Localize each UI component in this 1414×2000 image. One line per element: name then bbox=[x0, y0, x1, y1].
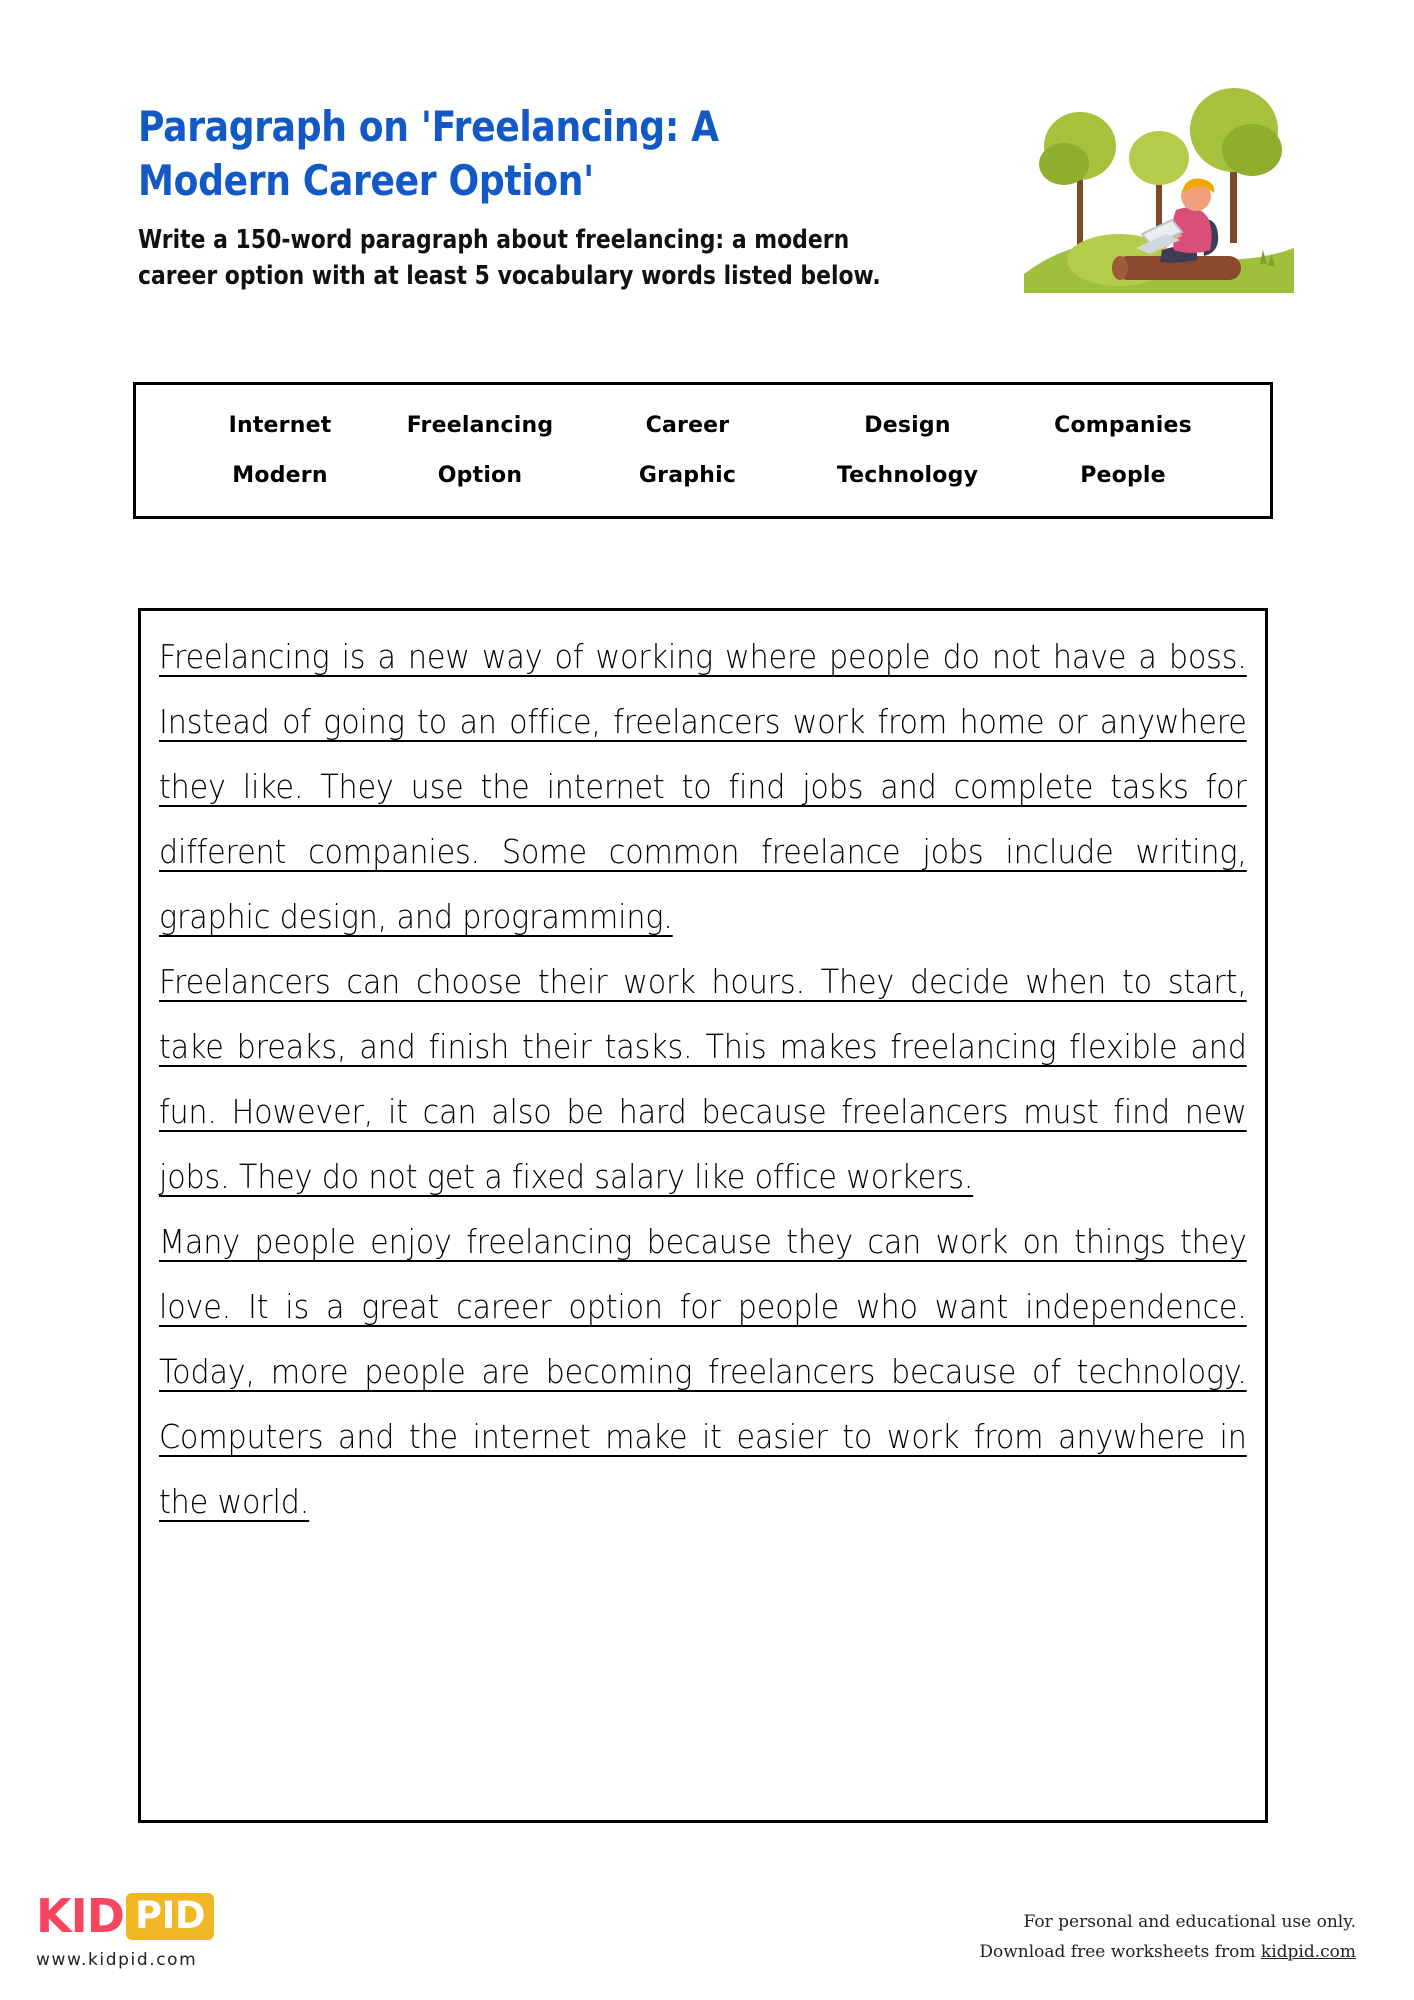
person-figure bbox=[1136, 179, 1218, 263]
vocabulary-row-2 bbox=[180, 451, 1226, 501]
vocabulary-word: Graphic bbox=[638, 463, 737, 488]
vocabulary-row-1 bbox=[180, 401, 1226, 451]
footer-note bbox=[979, 1908, 1356, 1968]
vocabulary-word: People bbox=[1080, 463, 1166, 488]
header-illustration bbox=[1024, 78, 1294, 293]
brand-logo[interactable] bbox=[36, 1890, 266, 1970]
logo-mark bbox=[36, 1890, 266, 1942]
logo-kid-text: KID bbox=[36, 1889, 124, 1943]
vocabulary-word: Option bbox=[437, 463, 523, 488]
logo-pid-text: PID bbox=[126, 1893, 214, 1940]
instruction-text: Write a 150-word paragraph about freelancing: a modern career option with at least 5 vocabulary words listed below. bbox=[138, 224, 881, 291]
vocabulary-word: Career bbox=[645, 413, 730, 438]
answer-writing-box[interactable] bbox=[138, 608, 1268, 1823]
vocabulary-word: Internet bbox=[228, 413, 332, 438]
vocabulary-word: Design bbox=[864, 413, 951, 438]
footer-note-line-1: For personal and educational use only. bbox=[1023, 1912, 1356, 1932]
footer-note-prefix: Download free worksheets from bbox=[979, 1941, 1261, 1962]
answer-paragraph: Many people enjoy freelancing because they can work on things they love. It is a great career option for people who want independence. Today, more people are becoming freelancers because of technology. Computers and the internet make it easier to work from anywhere in the world. bbox=[159, 1223, 1247, 1521]
tree-left-icon bbox=[1039, 112, 1116, 248]
vocabulary-word: Technology bbox=[836, 463, 979, 488]
vocabulary-word: Freelancing bbox=[406, 413, 554, 438]
footer-note-line-2 bbox=[979, 1938, 1356, 1968]
logo-website-url: www.kidpid.com bbox=[36, 1950, 198, 1970]
vocabulary-word: Modern bbox=[232, 463, 328, 488]
footer-download-link[interactable]: kidpid.com bbox=[1260, 1941, 1356, 1962]
vocabulary-box bbox=[133, 382, 1273, 519]
answer-paragraph: Freelancing is a new way of working where people do not have a boss. Instead of going to an office, freelancers work from home or anywhere they like. They use the internet to find jobs and complete tasks for different companies. Some common freelance jobs include writing, graphic design, and programming. bbox=[159, 638, 1247, 936]
answer-paragraph: Freelancers can choose their work hours. They decide when to start, take breaks, and finish their tasks. This makes freelancing flexible and fun. However, it can also be hard because freelancers must find new jobs. They do not get a fixed salary like office workers. bbox=[159, 963, 1247, 1196]
vocabulary-word: Companies bbox=[1054, 413, 1192, 438]
page-title: Paragraph on 'Freelancing: A Modern Career Option' bbox=[138, 102, 719, 205]
